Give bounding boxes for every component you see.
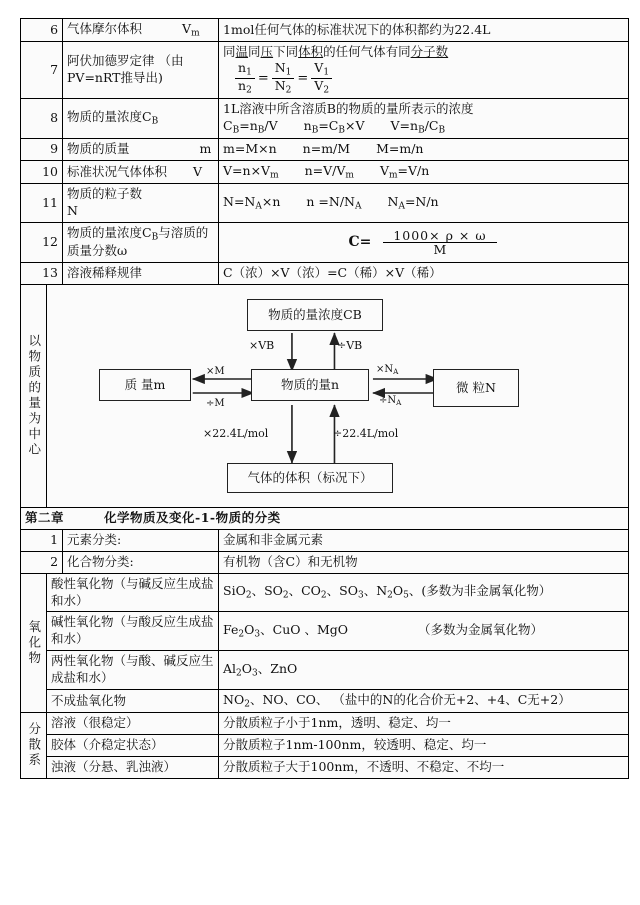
fraction-n: $\frac{n_1}{n_2}$ — [235, 61, 255, 95]
row-body: 分散质粒子小于1nm，透明、稳定、均一 — [219, 713, 629, 735]
table-row — [21, 263, 629, 285]
table-row — [21, 651, 629, 690]
table-row — [21, 184, 629, 223]
row-name: 化合物分类: — [63, 551, 219, 573]
table-row — [21, 529, 629, 551]
row-body — [219, 612, 629, 651]
arrow-label-div-m: ÷M — [206, 398, 225, 410]
diagram-node-particles — [433, 369, 519, 407]
arrow-label-div-molar-volume: ÷22.4L/mol — [333, 427, 399, 441]
row-symbol: $V_m$ — [182, 21, 200, 39]
concentration-formula — [223, 226, 624, 259]
row-name: 物质的量浓度$C_B$与溶质的质量分数ω — [63, 222, 219, 262]
row-body-left: $Fe_2O_3$、CuO 、MgO — [223, 622, 349, 640]
avogadro-formula: $\frac{n_1}{n_2}$ = $\frac{N_1}{N_2}$ = $\frac{V_1}{V_2}$ — [223, 61, 624, 95]
equation-2: n=m/M — [302, 140, 351, 156]
row-number: 1 — [21, 529, 63, 551]
avogadro-statement: 同温同压下同体积的任何气体有同分子数 — [223, 44, 449, 60]
table-row — [21, 138, 629, 160]
row-number: 9 — [21, 138, 63, 160]
row-name: 碱性氧化物（与酸反应生成盐和水） — [47, 612, 219, 651]
row-body — [219, 42, 629, 98]
arrow-label-times-vb: ×VB — [249, 339, 275, 353]
chapter-header-row — [21, 508, 629, 530]
equation-2: $n_B=C_B\times V$ — [303, 117, 365, 135]
row-name-text: 物质的质量 — [67, 140, 130, 156]
formula-fraction — [383, 229, 496, 256]
equation-1: $C_B=n_B/V$ — [223, 117, 278, 135]
diagram-node-amount — [251, 369, 369, 401]
arrow-label-times-molar-volume: ×22.4L/mol — [203, 427, 269, 441]
row-name: 元素分类: — [63, 529, 219, 551]
row-body — [219, 222, 629, 262]
chapter-label: 第二章 — [25, 510, 65, 526]
diagram-node-label: 气体的体积（标况下） — [247, 469, 373, 485]
table-row — [21, 612, 629, 651]
row-number: 2 — [21, 551, 63, 573]
row-number: 12 — [21, 222, 63, 262]
row-body: 有机物（含C）和无机物 — [219, 551, 629, 573]
row-body — [219, 138, 629, 160]
definition-text: 1L溶液中所含溶质B的物质的量所表示的浓度 — [223, 100, 474, 116]
row-body: 金属和非金属元素 — [219, 529, 629, 551]
row-number: 8 — [21, 98, 63, 138]
row-body: SiO$_2$、$SO_2$、$CO_2$、$SO_3$、$N_2O_5$、(多数为非金属氧化物） — [219, 573, 629, 612]
arrow-label-div-vb: ÷VB — [337, 339, 363, 353]
row-name: 两性氧化物（与酸、碱反应生成盐和水） — [47, 651, 219, 690]
diagram-node-label: 物质的量n — [280, 376, 340, 392]
row-body-right: （多数为金属氧化物） — [418, 622, 544, 638]
table-row — [21, 757, 629, 779]
arrow-label-div-na: $\div N_A$ — [379, 395, 402, 407]
equation-group — [223, 118, 624, 136]
equation-3: M=m/n — [376, 140, 424, 156]
diagram-row — [21, 285, 629, 508]
row-name — [63, 19, 219, 42]
row-body — [219, 184, 629, 223]
table-row — [21, 160, 629, 183]
equation-3: $N_A=N/n$ — [387, 193, 439, 212]
table-row — [21, 98, 629, 138]
table-row — [21, 713, 629, 735]
diagram-node-label: 质 量m — [124, 376, 166, 392]
row-name: 不成盐氧化物 — [47, 689, 219, 712]
row-body — [219, 98, 629, 138]
row-body: $NO_2$、NO、CO、 （盐中的N的化合价无+2、+4、C无+2） — [219, 689, 629, 712]
fraction-N: $\frac{N_1}{N_2}$ — [272, 61, 295, 95]
row-body — [219, 160, 629, 183]
diagram-node-concentration — [247, 299, 383, 331]
row-name-text: 物质的粒子数 — [67, 186, 143, 202]
diagram-node-label: 物质的量浓度CB — [268, 306, 362, 322]
row-symbol: m — [199, 140, 212, 156]
row-name: 阿伏加德罗定律 （由PV=nRT推导出) — [63, 42, 219, 98]
row-name-text: 标准状况气体体积 — [67, 163, 168, 179]
table-row — [21, 222, 629, 262]
row-name: 酸性氧化物（与碱反应生成盐和水） — [47, 573, 219, 612]
table-row — [21, 42, 629, 98]
formula-denominator: M — [383, 242, 496, 256]
row-number: 11 — [21, 184, 63, 223]
fraction-V: $\frac{V_1}{V_2}$ — [311, 61, 332, 95]
row-name-text: 气体摩尔体积 — [67, 21, 143, 36]
dispersions-group-label: 分散系 — [26, 722, 42, 769]
formula-lhs: C= — [348, 234, 372, 251]
table-row — [21, 735, 629, 757]
row-body: C（浓）×V（浓）=C（稀）×V（稀） — [219, 263, 629, 285]
oxides-group-label-cell — [21, 573, 47, 713]
row-symbol: N — [67, 203, 78, 219]
arrow-label-times-m: ×M — [206, 366, 225, 378]
row-number: 10 — [21, 160, 63, 183]
diagram-node-mass — [99, 369, 191, 401]
table-row — [21, 573, 629, 612]
equation-1: m=M×n — [223, 140, 277, 156]
row-number: 6 — [21, 19, 63, 42]
equation-3: $V_m=V/n$ — [379, 162, 430, 181]
row-name: 溶液稀释规律 — [63, 263, 219, 285]
diagram-node-gas-volume — [227, 463, 393, 493]
chapter-header — [21, 508, 629, 530]
row-symbol: V — [193, 163, 203, 179]
row-name: 浊液（分悬、乳浊液） — [47, 757, 219, 779]
row-body: 分散质粒子大于100nm，不透明、不稳定、不均一 — [219, 757, 629, 779]
chapter-title: 化学物质及变化-1-物质的分类 — [104, 510, 281, 526]
equation-1: $V=n\times V_m$ — [223, 162, 279, 181]
row-body: 1mol任何气体的标准状况下的体积都约为22.4L — [219, 19, 629, 42]
row-number: 13 — [21, 263, 63, 285]
row-body: 分散质粒子1nm-100nm，较透明、稳定、均一 — [219, 735, 629, 757]
table-row — [21, 689, 629, 712]
dispersions-group-label-cell — [21, 713, 47, 779]
diagram-side-label-cell — [21, 285, 47, 508]
row-name: 溶液（很稳定） — [47, 713, 219, 735]
oxides-group-label: 氧化物 — [26, 619, 42, 667]
row-number: 7 — [21, 42, 63, 98]
diagram-canvas — [51, 287, 624, 505]
equation-2: $n =N/N_A$ — [306, 193, 362, 212]
row-name — [63, 160, 219, 183]
row-name: 物质的量浓度$C_B$ — [63, 98, 219, 138]
equation-1: $N=N_A\times n$ — [223, 193, 281, 212]
diagram-side-label: 以物质的量为中心 — [26, 334, 42, 459]
equation-2: $n=V/V_m$ — [304, 162, 354, 181]
equation-3: $V=n_B/C_B$ — [390, 117, 446, 135]
diagram-node-label: 微 粒N — [456, 379, 496, 395]
row-name — [63, 138, 219, 160]
row-name: 胶体（介稳定状态） — [47, 735, 219, 757]
mole-concept-diagram — [47, 285, 629, 508]
row-body: $Al_2O_3$、ZnO — [219, 651, 629, 690]
row-name — [63, 184, 219, 223]
study-sheet-table — [20, 18, 629, 779]
table-row — [21, 19, 629, 42]
table-row — [21, 551, 629, 573]
arrow-label-times-na: $\times N_A$ — [376, 364, 399, 376]
formula-numerator: 1000× ρ × ω — [393, 227, 487, 243]
